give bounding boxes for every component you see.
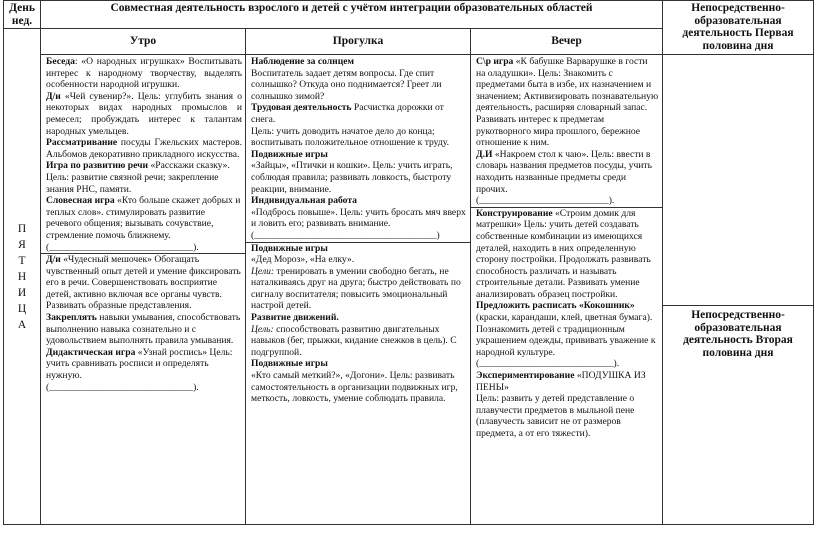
evening-construction: Конструирование «Строим домик для матрешки» Цель: учить детей создавать собственные комбинации из имеющихся деталей, находить в них определенную сторону постройки. Продолжать развивать способность различать и называть строительные детали. Развивать умение анализировать образец постройки. [476,207,651,300]
walk-labor: Трудовая деятельность Расчистка дорожки от снега. [251,102,444,125]
walk-cell [246,55,471,525]
walk-blank: (______________________________________) [251,229,440,241]
evening-cell [471,55,663,525]
evening-role-game: С\р игра «К бабушке Варварушке в гости на оладушки». Цель: Знакомить с предметами быта в избе, их назначением и значением; Активизировать познавательную деятельность, расширяя словарный запас. Развивать интерес к предметам рукотворного мира прошлого, бережное отношение к ним. [476,56,659,149]
morning-magic-bag: Д/и «Чудесный мешочек» Обогащать чувственный опыт детей и умение фиксировать его в речи. Совершенствовать восприятие детей, активно включая все органы чувств. Развивать образные представления. [46,254,241,312]
evening-didactic-game: Д.И «Накроем стол к чаю». Цель: ввести в словарь названия предметов посуды, учить находить названные предметы среди прочих. [476,148,653,195]
morning-washing: Закреплять навыки умывания, способствовать выполнению навыка сознательно и с удовольствием выполнять правила умывания. [46,312,241,347]
morning-speech-goal: Цель: развитие связной речи; закрепление знания РНС, памяти. [46,171,219,195]
morning-viewing: Рассматривание посуды Гжельских мастеров. Альбомов декоративно прикладного искусства. [46,137,242,160]
walk-games-3: «Кто самый меткий?», «Догони». Цель: развивать самостоятельность в организации подвижных игр, меткость, ловкость, умение соблюдать правила. [251,370,458,405]
morning-speech-game: Игра по развитию речи «Расскажи сказку». [46,160,230,172]
walk-games-2-goal: Цели: тренировать в умении свободно бегать, не наталкиваясь друг на друга; быстро действовать по сигналу воспитателя; повысить эмоциональный настрой детей. [251,265,461,312]
nod-cell [663,55,814,525]
evening-header: Вечер [471,29,663,55]
evening-blank-2: (____________________________). [476,358,620,370]
day-letter: Ц [17,302,27,315]
morning-header: Утро [41,29,246,55]
day-letter: Я [18,238,26,251]
day-letter: А [17,318,27,331]
evening-experiment-goal: Цель: развить у детей представление о плавучести предметов в мыльной пене (плавучесть зависит не от размеров предмета, а от его тяжести). [476,393,635,439]
plan-table [3,0,814,525]
walk-header: Прогулка [246,29,471,55]
day-name-vertical [4,221,40,333]
evening-experiment: Экспериментирование «ПОДУШКА ИЗ ПЕНЫ» [476,370,646,393]
walk-games-title: Подвижные игры [251,148,328,160]
morning-conversation: Беседа: «О народных игрушках» Воспитывать интерес к народному творчеству, выделять особенности народной игрушки. [46,56,242,91]
walk-games-3-title: Подвижные игры [251,358,328,370]
joint-activity-header: Совместная деятельность взрослого и детей с учётом интеграции образовательных областей [41,1,663,29]
walk-movement-goal: Цель: способствовать развитию двигательных навыков (бег, прыжки, кидание снежков в цель). С подгруппой. [251,323,457,358]
walk-individual: «Подбрось повыше». Цель: учить бросать мяч вверх и ловить его; развивать внимание. [251,206,466,230]
day-letter: Н [17,270,27,283]
morning-painting-game: Дидактическая игра «Узнай роспись» Цель: учить сравнивать росписи и определять нужную. [46,346,233,382]
walk-games-2: «Дед Мороз», «На елку». [251,254,355,266]
day-letter: П [17,222,27,235]
morning-blank: (______________________________). [46,241,199,253]
walk-individual-title: Индивидуальная работа [251,195,357,207]
day-letter: Т [18,254,26,267]
morning-didactic-game: Д/и «Чей сувенир?». Цель: углубить знания о некоторых видах народных промыслов и ремесел; пробуждать интерес к талантам народных умельцев. [46,90,242,137]
walk-games-2-title: Подвижные игры [251,242,328,254]
day-header: День нед. [4,1,41,29]
morning-blank-2: (______________________________). [46,381,199,393]
nod-second-half-header: Непосредственно-образовательная деятельность Вторая половина дня [683,309,793,359]
morning-cell [41,55,246,525]
day-cell [4,29,41,525]
walk-movement-title: Развитие движений. [251,312,339,324]
day-letter: И [17,286,27,299]
walk-labor-goal: Цель: учить доводить начатое дело до конца; воспитывать положительное отношение к труду. [251,125,449,149]
walk-games: «Зайцы», «Птички и кошки». Цель: учить играть, соблюдая правила; развивать ловкость, быстроту реакции, внимание. [251,160,453,195]
walk-observation: Воспитатель задает детям вопросы. Где спит солнышко? Откуда оно поднимается? Греет ли солнышко зимой? [251,67,442,102]
walk-observation-title: Наблюдение за солнцем [251,56,355,67]
evening-kokoshnik: Предложить расписать «Кокошник» (краски, карандаши, клей, цветная бумага). Познакомить детей с традиционным украшением одежды, прививать уважение к народной культуре. [476,300,656,358]
morning-word-game: Словесная игра «Кто больше скажет добрых и теплых слов». стимулировать развитие речевого общения; вызывать сочувствие, стремление помочь ближнему. [46,195,241,241]
nod-first-half-header: Непосредственно-образовательная деятельность Первая половина дня [663,1,814,55]
evening-blank: (___________________________). [476,195,615,207]
